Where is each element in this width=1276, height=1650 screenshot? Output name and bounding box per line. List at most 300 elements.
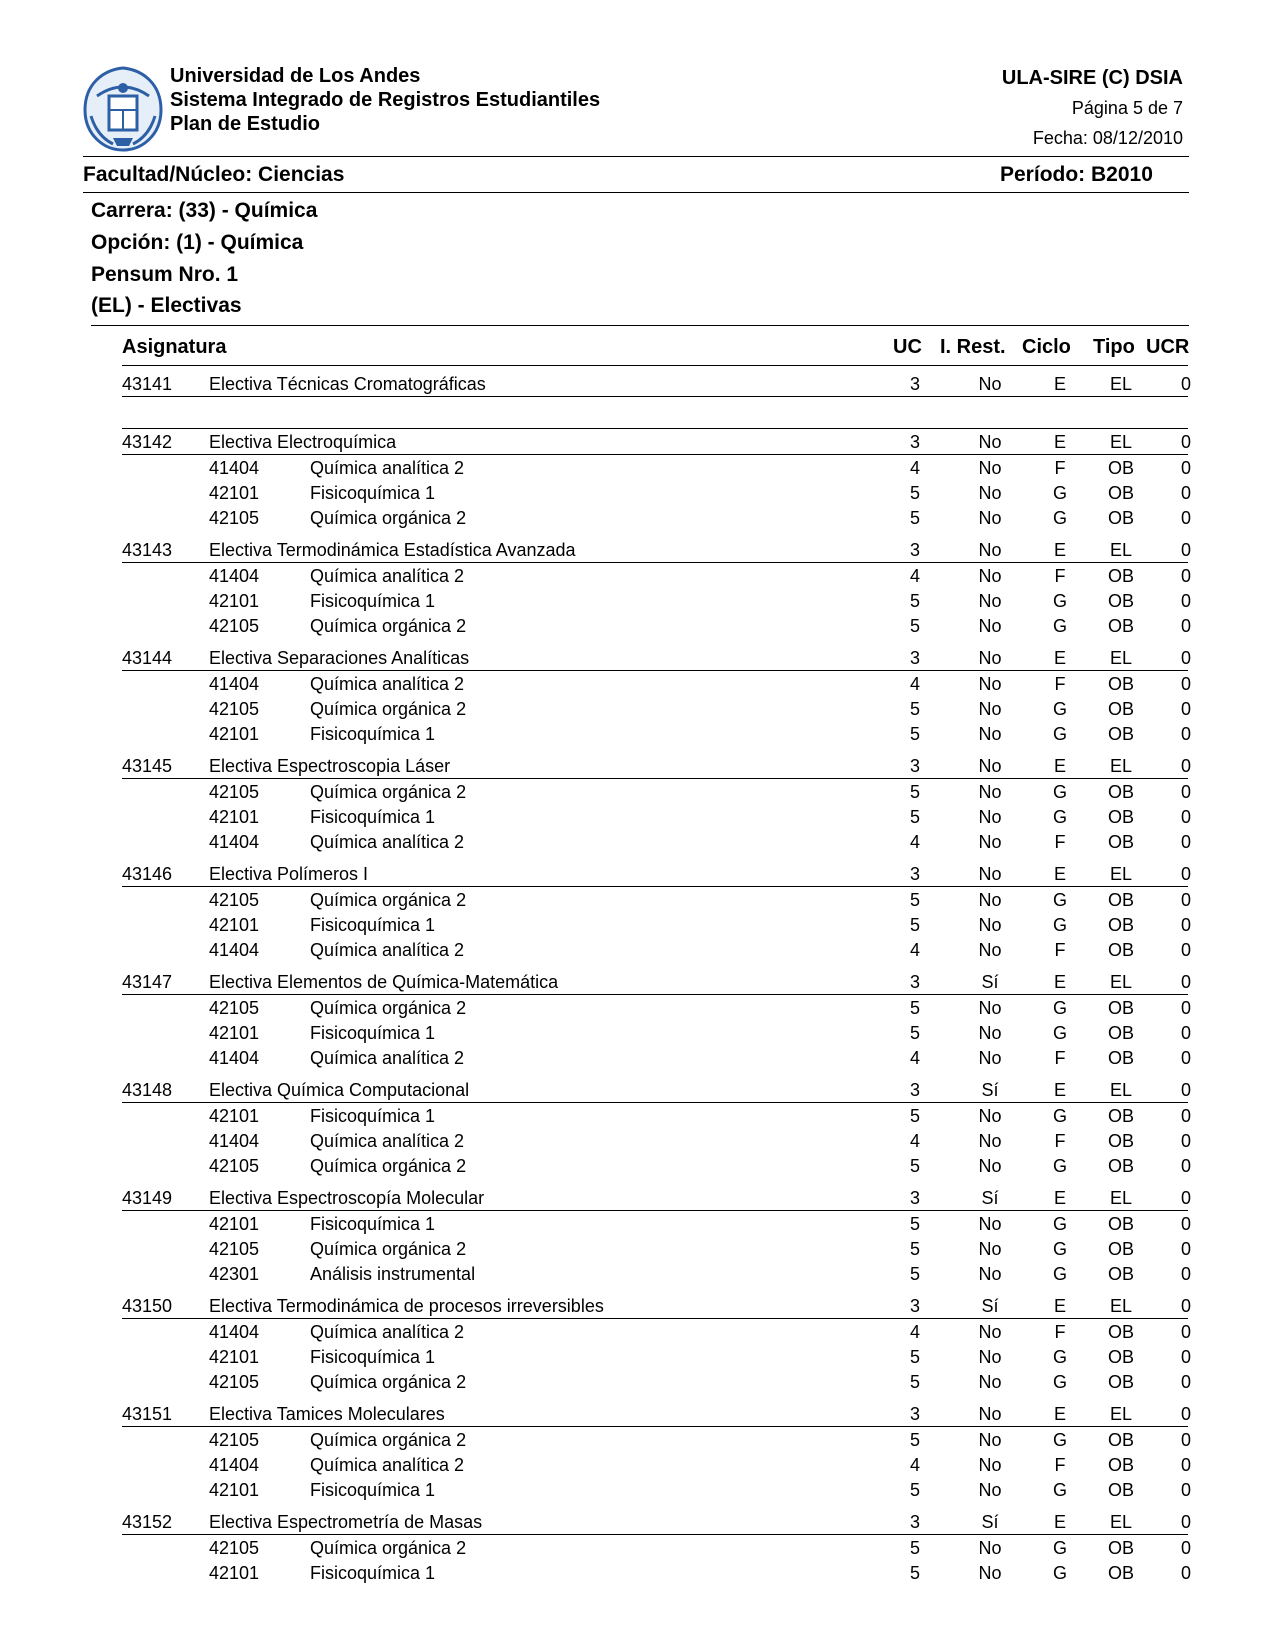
prereq-ciclo: G (1052, 591, 1067, 611)
course-row (0, 754, 1276, 778)
course-name: Electiva Técnicas Cromatográficas (209, 374, 486, 394)
pensum-label: Pensum Nro. 1 (91, 263, 239, 286)
prereq-ucr: 0 (1180, 1563, 1191, 1583)
prereq-code: 41404 (209, 566, 260, 586)
prereq-code: 41404 (209, 1131, 260, 1151)
prereq-tipo: OB (1107, 1322, 1134, 1342)
prereq-tipo: OB (1107, 1239, 1134, 1259)
prereq-ciclo: G (1052, 1239, 1067, 1259)
prereq-ucr: 0 (1180, 1480, 1191, 1500)
course-rest: No (978, 1404, 1002, 1424)
prereq-uc: 5 (909, 1023, 920, 1043)
course-tipo: EL (1109, 374, 1133, 394)
prereq-ucr: 0 (1180, 1048, 1191, 1068)
course-uc: 3 (909, 1404, 920, 1424)
course-rest: No (978, 540, 1002, 560)
prereq-ciclo: G (1052, 1023, 1067, 1043)
prereq-rest: No (978, 591, 1002, 611)
course-ucr: 0 (1180, 374, 1191, 394)
prereq-row (0, 1212, 1276, 1236)
prereq-ucr: 0 (1180, 807, 1191, 827)
prereq-row (0, 672, 1276, 696)
course-code: 43149 (122, 1188, 173, 1208)
category-label: (EL) - Electivas (91, 294, 242, 317)
course-rest: Sí (981, 1188, 999, 1208)
prereq-code: 42105 (209, 1239, 260, 1259)
prereq-code: 42101 (209, 807, 260, 827)
prereq-ucr: 0 (1180, 1347, 1191, 1367)
prereq-name: Fisicoquímica 1 (310, 483, 436, 503)
prereq-ucr: 0 (1180, 508, 1191, 528)
prereq-code: 42101 (209, 1563, 260, 1583)
prereq-rest: No (978, 1538, 1002, 1558)
prereq-uc: 5 (909, 724, 920, 744)
prereq-row (0, 1428, 1276, 1452)
prereq-code: 42105 (209, 699, 260, 719)
course-code: 43141 (122, 374, 173, 394)
prereq-ucr: 0 (1180, 832, 1191, 852)
prereq-row (0, 830, 1276, 854)
prereq-row (0, 456, 1276, 480)
prereq-ucr: 0 (1180, 591, 1191, 611)
prereq-name: Química analítica 2 (310, 832, 465, 852)
prereq-uc: 5 (909, 1430, 920, 1450)
prereq-uc: 5 (909, 483, 920, 503)
prereq-rest: No (978, 616, 1002, 636)
course-row (0, 1078, 1276, 1102)
option-label: Opción: (1) - Química (91, 231, 304, 254)
course-ucr: 0 (1180, 1296, 1191, 1316)
prereq-rest: No (978, 1430, 1002, 1450)
prereq-uc: 5 (909, 508, 920, 528)
prereq-ucr: 0 (1180, 1538, 1191, 1558)
prereq-row (0, 722, 1276, 746)
prereq-tipo: OB (1107, 1048, 1134, 1068)
prereq-tipo: OB (1107, 998, 1134, 1018)
prereq-tipo: OB (1107, 1131, 1134, 1151)
prereq-ciclo: G (1052, 1347, 1067, 1367)
course-name: Electiva Elementos de Química-Matemática (209, 972, 559, 992)
course-rest: Sí (981, 1296, 999, 1316)
course-tipo: EL (1109, 1080, 1133, 1100)
course-row (0, 1402, 1276, 1426)
prereq-code: 42101 (209, 1023, 260, 1043)
course-row (0, 970, 1276, 994)
prereq-ciclo: G (1052, 782, 1067, 802)
course-code: 43148 (122, 1080, 173, 1100)
prereq-tipo: OB (1107, 1106, 1134, 1126)
course-code: 43144 (122, 648, 173, 668)
prereq-rest: No (978, 699, 1002, 719)
prereq-row (0, 913, 1276, 937)
prereq-name: Fisicoquímica 1 (310, 591, 436, 611)
prereq-row (0, 1320, 1276, 1344)
prereq-ucr: 0 (1180, 566, 1191, 586)
prereq-ucr: 0 (1180, 483, 1191, 503)
prereq-row (0, 1129, 1276, 1153)
course-rest: No (978, 432, 1002, 452)
prereq-ucr: 0 (1180, 1264, 1191, 1284)
prereq-code: 42105 (209, 508, 260, 528)
prereq-ciclo: G (1052, 483, 1067, 503)
period-label: Período: B2010 (1000, 163, 1153, 186)
course-rest: Sí (981, 1512, 999, 1532)
prereq-tipo: OB (1107, 782, 1134, 802)
university-name: Universidad de Los Andes (170, 65, 421, 87)
course-row (0, 372, 1276, 396)
prereq-uc: 5 (909, 1239, 920, 1259)
prereq-ucr: 0 (1180, 1131, 1191, 1151)
prereq-ucr: 0 (1180, 782, 1191, 802)
prereq-code: 42105 (209, 616, 260, 636)
prereq-rest: No (978, 674, 1002, 694)
prereq-name: Química analítica 2 (310, 1048, 465, 1068)
prereq-name: Química orgánica 2 (310, 508, 467, 528)
prereq-uc: 5 (909, 1214, 920, 1234)
course-name: Electiva Polímeros I (209, 864, 369, 884)
prereq-name: Química analítica 2 (310, 674, 465, 694)
course-ucr: 0 (1180, 1188, 1191, 1208)
prereq-tipo: OB (1107, 1480, 1134, 1500)
prereq-name: Química orgánica 2 (310, 1372, 467, 1392)
prereq-name: Química orgánica 2 (310, 890, 467, 910)
prereq-code: 41404 (209, 832, 260, 852)
course-ciclo: E (1053, 648, 1066, 668)
prereq-uc: 5 (909, 1264, 920, 1284)
prereq-uc: 4 (909, 1322, 920, 1342)
course-rest: No (978, 374, 1002, 394)
prereq-row (0, 1021, 1276, 1045)
prereq-ciclo: F (1054, 940, 1066, 960)
prereq-name: Química analítica 2 (310, 1131, 465, 1151)
prereq-name: Química analítica 2 (310, 458, 465, 478)
prereq-name: Química orgánica 2 (310, 616, 467, 636)
prereq-ciclo: G (1052, 1214, 1067, 1234)
course-ucr: 0 (1180, 756, 1191, 776)
prereq-ciclo: F (1054, 1048, 1066, 1068)
course-ciclo: E (1053, 1188, 1066, 1208)
course-row (0, 1510, 1276, 1534)
course-ucr: 0 (1180, 1404, 1191, 1424)
course-name: Electiva Química Computacional (209, 1080, 470, 1100)
prereq-name: Análisis instrumental (310, 1264, 476, 1284)
prereq-row (0, 1478, 1276, 1502)
course-row (0, 430, 1276, 454)
prereq-ucr: 0 (1180, 616, 1191, 636)
prereq-uc: 5 (909, 1538, 920, 1558)
course-name: Electiva Termodinámica Estadística Avanzada (209, 540, 576, 560)
course-code: 43151 (122, 1404, 173, 1424)
prereq-name: Química orgánica 2 (310, 998, 467, 1018)
prereq-name: Química analítica 2 (310, 940, 465, 960)
prereq-tipo: OB (1107, 616, 1134, 636)
prereq-name: Fisicoquímica 1 (310, 1480, 436, 1500)
prereq-tipo: OB (1107, 458, 1134, 478)
prereq-row (0, 614, 1276, 638)
prereq-uc: 5 (909, 1563, 920, 1583)
course-ucr: 0 (1180, 972, 1191, 992)
prereq-ciclo: G (1052, 1156, 1067, 1176)
prereq-ucr: 0 (1180, 890, 1191, 910)
prereq-code: 42105 (209, 998, 260, 1018)
course-ciclo: E (1053, 1512, 1066, 1532)
prereq-code: 42101 (209, 724, 260, 744)
prereq-ucr: 0 (1180, 699, 1191, 719)
table-top-divider (91, 325, 1189, 326)
course-rest: No (978, 756, 1002, 776)
course-underline (122, 1210, 1188, 1211)
prereq-row (0, 589, 1276, 613)
prereq-name: Química orgánica 2 (310, 1156, 467, 1176)
prereq-name: Química orgánica 2 (310, 1239, 467, 1259)
prereq-rest: No (978, 508, 1002, 528)
prereq-code: 42301 (209, 1264, 260, 1284)
course-tipo: EL (1109, 1512, 1133, 1532)
prereq-tipo: OB (1107, 940, 1134, 960)
course-name: Electiva Electroquímica (209, 432, 397, 452)
prereq-rest: No (978, 1563, 1002, 1583)
prereq-tipo: OB (1107, 915, 1134, 935)
prereq-rest: No (978, 782, 1002, 802)
prereq-code: 42101 (209, 1214, 260, 1234)
prereq-uc: 4 (909, 1455, 920, 1475)
prereq-rest: No (978, 1480, 1002, 1500)
header-divider (83, 156, 1189, 157)
course-uc: 3 (909, 648, 920, 668)
course-ciclo: E (1053, 972, 1066, 992)
prereq-code: 41404 (209, 1048, 260, 1068)
course-uc: 3 (909, 432, 920, 452)
course-ciclo: E (1053, 864, 1066, 884)
prereq-tipo: OB (1107, 724, 1134, 744)
report-date: Fecha: 08/12/2010 (1032, 128, 1183, 148)
col-header-uc: UC (893, 336, 922, 358)
faculty-label: Facultad/Núcleo: Ciencias (83, 163, 345, 186)
prereq-row (0, 1262, 1276, 1286)
course-underline (122, 396, 1188, 397)
course-ucr: 0 (1180, 864, 1191, 884)
prereq-rest: No (978, 483, 1002, 503)
prereq-ciclo: G (1052, 724, 1067, 744)
prereq-rest: No (978, 724, 1002, 744)
prereq-ciclo: G (1052, 1430, 1067, 1450)
prereq-tipo: OB (1107, 1023, 1134, 1043)
prereq-name: Química orgánica 2 (310, 699, 467, 719)
prereq-code: 42101 (209, 915, 260, 935)
prereq-rest: No (978, 1214, 1002, 1234)
course-underline (122, 1534, 1188, 1535)
course-name: Electiva Espectrometría de Masas (209, 1512, 483, 1532)
course-name: Electiva Espectroscopia Láser (209, 756, 451, 776)
prereq-uc: 4 (909, 458, 920, 478)
prereq-name: Fisicoquímica 1 (310, 1023, 436, 1043)
prereq-uc: 4 (909, 940, 920, 960)
prereq-tipo: OB (1107, 890, 1134, 910)
system-name: Sistema Integrado de Registros Estudiantiles (170, 89, 601, 111)
prereq-uc: 5 (909, 1156, 920, 1176)
prereq-uc: 5 (909, 1347, 920, 1367)
prereq-uc: 4 (909, 1048, 920, 1068)
prereq-ucr: 0 (1180, 1106, 1191, 1126)
prereq-ciclo: G (1052, 1480, 1067, 1500)
course-rest: No (978, 648, 1002, 668)
prereq-tipo: OB (1107, 832, 1134, 852)
prereq-name: Fisicoquímica 1 (310, 1347, 436, 1367)
prereq-code: 42101 (209, 591, 260, 611)
prereq-uc: 5 (909, 807, 920, 827)
course-underline (122, 1318, 1188, 1319)
course-uc: 3 (909, 1080, 920, 1100)
prereq-rest: No (978, 1347, 1002, 1367)
course-name: Electiva Termodinámica de procesos irreversibles (209, 1296, 604, 1316)
system-code: ULA-SIRE (C) DSIA (1001, 67, 1183, 89)
prereq-code: 42101 (209, 1480, 260, 1500)
prereq-tipo: OB (1107, 566, 1134, 586)
prereq-name: Química orgánica 2 (310, 1538, 467, 1558)
prereq-ciclo: G (1052, 616, 1067, 636)
prereq-uc: 5 (909, 782, 920, 802)
prereq-code: 41404 (209, 940, 260, 960)
prereq-name: Química analítica 2 (310, 566, 465, 586)
prereq-ciclo: G (1052, 699, 1067, 719)
course-code: 43143 (122, 540, 173, 560)
course-tipo: EL (1109, 864, 1133, 884)
prereq-code: 42101 (209, 483, 260, 503)
prereq-code: 41404 (209, 674, 260, 694)
course-underline (122, 454, 1188, 455)
course-underline (122, 562, 1188, 563)
course-tipo: EL (1109, 540, 1133, 560)
prereq-row (0, 1370, 1276, 1394)
table-header-divider (122, 365, 1188, 366)
prereq-ciclo: G (1052, 890, 1067, 910)
course-uc: 3 (909, 972, 920, 992)
col-header-asignatura: Asignatura (122, 336, 227, 358)
course-underline (122, 1102, 1188, 1103)
course-code: 43142 (122, 432, 173, 452)
course-rest: No (978, 864, 1002, 884)
prereq-name: Fisicoquímica 1 (310, 915, 436, 935)
prereq-tipo: OB (1107, 1156, 1134, 1176)
prereq-rest: No (978, 1239, 1002, 1259)
prereq-ciclo: F (1054, 566, 1066, 586)
document-type: Plan de Estudio (170, 113, 321, 135)
course-tipo: EL (1109, 432, 1133, 452)
course-uc: 3 (909, 540, 920, 560)
prereq-ciclo: F (1054, 1131, 1066, 1151)
prereq-row (0, 996, 1276, 1020)
prereq-row (0, 1046, 1276, 1070)
course-uc: 3 (909, 864, 920, 884)
prereq-code: 41404 (209, 458, 260, 478)
prereq-ciclo: F (1054, 1455, 1066, 1475)
prereq-row (0, 481, 1276, 505)
course-ciclo: E (1053, 1296, 1066, 1316)
course-rest: Sí (981, 1080, 999, 1100)
course-ciclo: E (1053, 756, 1066, 776)
prereq-tipo: OB (1107, 483, 1134, 503)
prereq-ucr: 0 (1180, 1322, 1191, 1342)
course-ucr: 0 (1180, 1080, 1191, 1100)
course-uc: 3 (909, 374, 920, 394)
prereq-ciclo: G (1052, 1106, 1067, 1126)
course-name: Electiva Tamices Moleculares (209, 1404, 445, 1424)
course-ciclo: E (1053, 540, 1066, 560)
prereq-rest: No (978, 807, 1002, 827)
prereq-uc: 5 (909, 890, 920, 910)
prereq-row (0, 506, 1276, 530)
prereq-uc: 5 (909, 699, 920, 719)
course-ciclo: E (1053, 432, 1066, 452)
prereq-rest: No (978, 1264, 1002, 1284)
course-code: 43147 (122, 972, 173, 992)
prereq-uc: 4 (909, 674, 920, 694)
prereq-uc: 4 (909, 1131, 920, 1151)
prereq-code: 42105 (209, 1156, 260, 1176)
prereq-name: Fisicoquímica 1 (310, 1563, 436, 1583)
prereq-ucr: 0 (1180, 915, 1191, 935)
course-name: Electiva Separaciones Analíticas (209, 648, 470, 668)
prereq-ucr: 0 (1180, 940, 1191, 960)
prereq-ciclo: F (1054, 1322, 1066, 1342)
course-rest: Sí (981, 972, 999, 992)
prereq-code: 42101 (209, 1106, 260, 1126)
prereq-code: 42105 (209, 1372, 260, 1392)
prereq-row (0, 1237, 1276, 1261)
prereq-ciclo: G (1052, 807, 1067, 827)
prereq-rest: No (978, 566, 1002, 586)
course-underline (122, 886, 1188, 887)
course-ciclo: E (1053, 374, 1066, 394)
prereq-name: Química analítica 2 (310, 1322, 465, 1342)
prereq-uc: 4 (909, 566, 920, 586)
prereq-tipo: OB (1107, 1214, 1134, 1234)
col-header-ucr: UCR (1146, 336, 1190, 358)
prereq-tipo: OB (1107, 591, 1134, 611)
prereq-rest: No (978, 890, 1002, 910)
course-tipo: EL (1109, 648, 1133, 668)
course-tipo: EL (1109, 972, 1133, 992)
prereq-tipo: OB (1107, 1264, 1134, 1284)
prereq-ucr: 0 (1180, 458, 1191, 478)
prereq-code: 41404 (209, 1322, 260, 1342)
prereq-ucr: 0 (1180, 674, 1191, 694)
prereq-rest: No (978, 1131, 1002, 1151)
prereq-tipo: OB (1107, 699, 1134, 719)
prereq-rest: No (978, 998, 1002, 1018)
prereq-ciclo: F (1054, 832, 1066, 852)
prereq-ucr: 0 (1180, 1372, 1191, 1392)
prereq-code: 42105 (209, 1538, 260, 1558)
prereq-tipo: OB (1107, 1563, 1134, 1583)
course-row (0, 646, 1276, 670)
prereq-uc: 4 (909, 832, 920, 852)
prereq-uc: 5 (909, 1106, 920, 1126)
prereq-tipo: OB (1107, 1347, 1134, 1367)
prereq-code: 42105 (209, 782, 260, 802)
prereq-tipo: OB (1107, 807, 1134, 827)
prereq-ciclo: G (1052, 998, 1067, 1018)
prereq-ciclo: F (1054, 674, 1066, 694)
prereq-tipo: OB (1107, 674, 1134, 694)
course-code: 43146 (122, 864, 173, 884)
course-name: Electiva Espectroscopía Molecular (209, 1188, 485, 1208)
prereq-rest: No (978, 915, 1002, 935)
prereq-rest: No (978, 1455, 1002, 1475)
prereq-ciclo: F (1054, 458, 1066, 478)
prereq-row (0, 697, 1276, 721)
course-ciclo: E (1053, 1404, 1066, 1424)
